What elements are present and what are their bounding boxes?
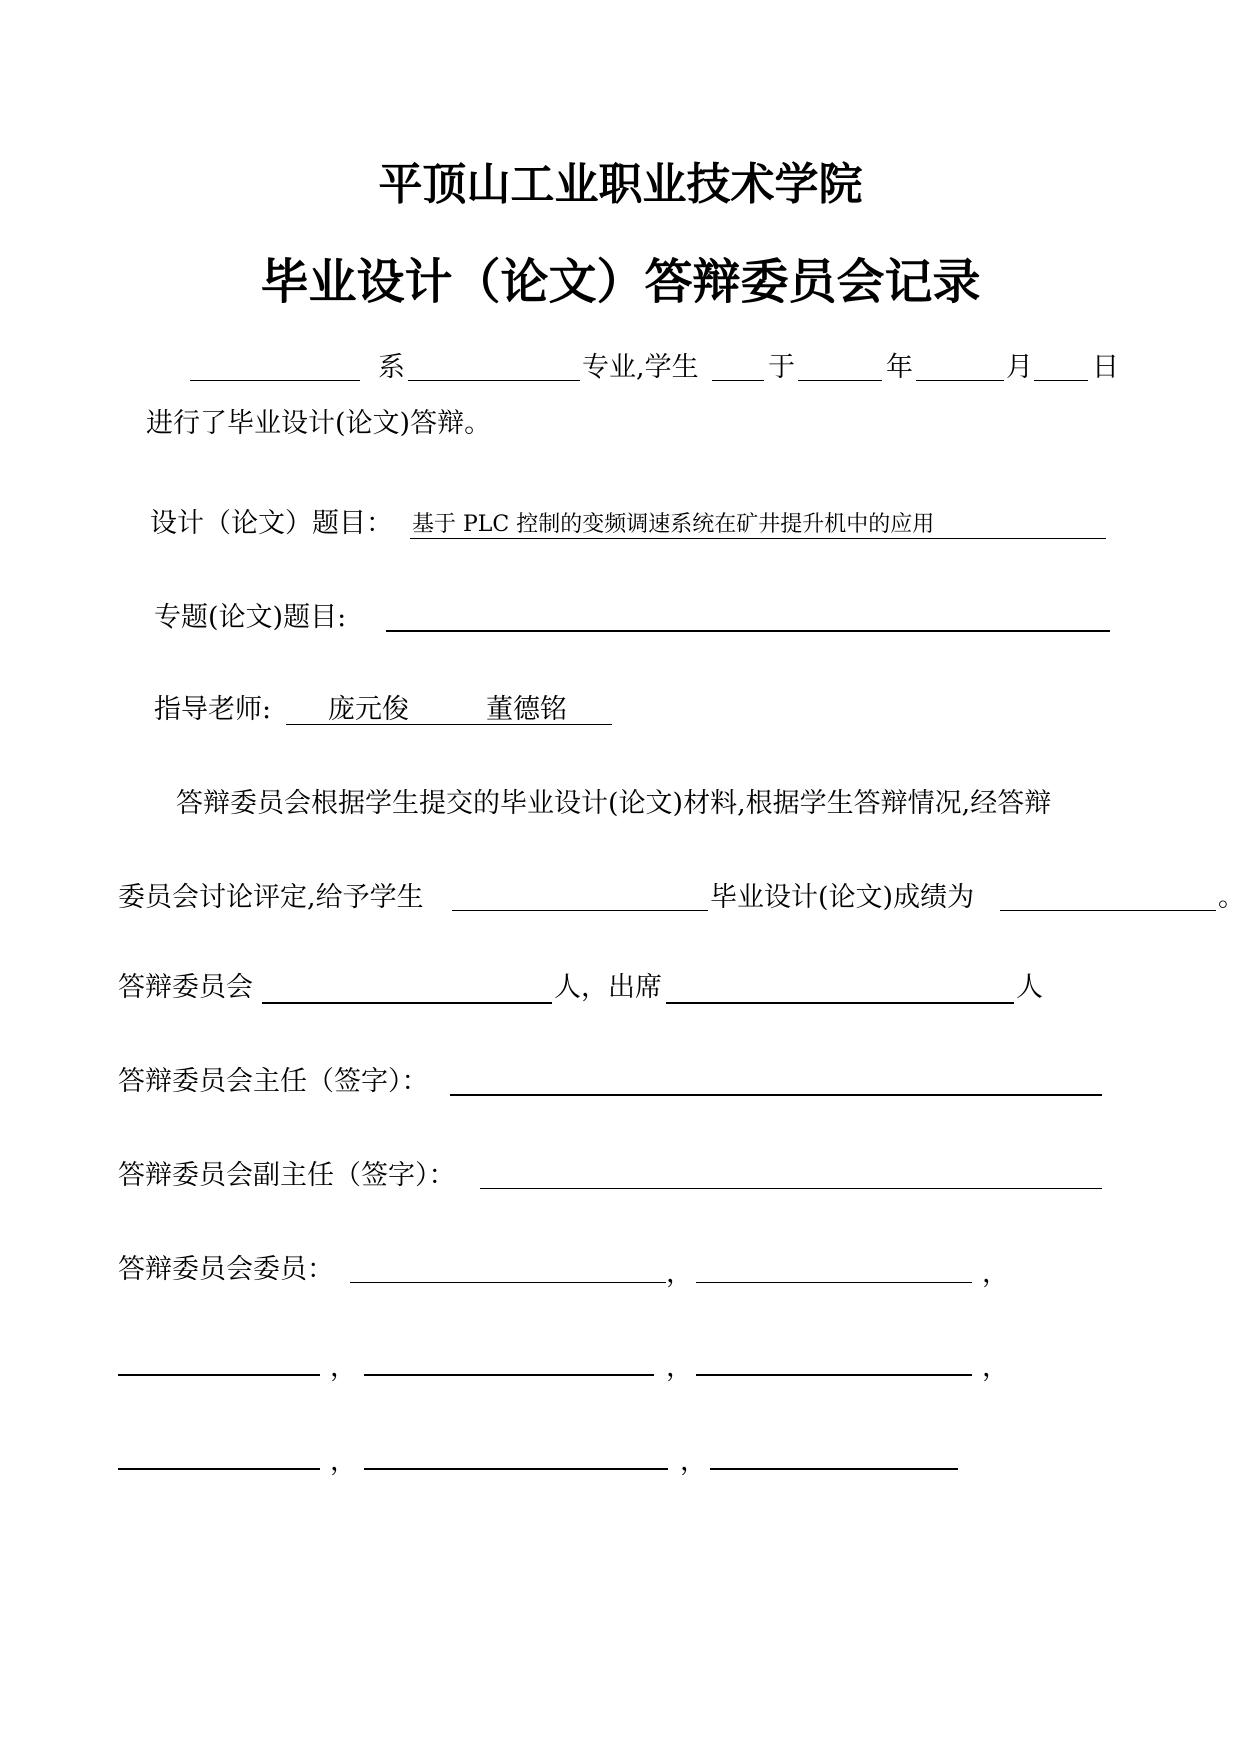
design-topic-underline xyxy=(410,538,1106,539)
student-blank[interactable] xyxy=(712,380,764,381)
year-blank[interactable] xyxy=(798,380,882,381)
member-blank[interactable] xyxy=(118,1374,320,1376)
student-name-blank[interactable] xyxy=(452,910,708,911)
major-student-label: 专业,学生 xyxy=(582,352,699,383)
year-label: 年 xyxy=(886,352,913,383)
member-separator: ， xyxy=(666,1352,693,1383)
member-blank[interactable] xyxy=(696,1374,972,1376)
special-topic-label: 专题(论文)题目: xyxy=(154,602,347,633)
document-title: 毕业设计（论文）答辩委员会记录 xyxy=(260,254,981,310)
member-blank[interactable] xyxy=(696,1282,972,1283)
chair-signature-blank[interactable] xyxy=(450,1094,1102,1096)
member-blank[interactable] xyxy=(364,1374,654,1376)
member-separator: ， xyxy=(330,1352,357,1383)
people-label: 人 xyxy=(1016,972,1043,1003)
member-blank[interactable] xyxy=(710,1468,958,1470)
on-label: 于 xyxy=(768,352,795,383)
member-separator: ， xyxy=(680,1446,707,1477)
committee-count-blank[interactable] xyxy=(262,1002,552,1004)
vice-chair-signature-blank[interactable] xyxy=(480,1188,1102,1189)
member-separator: ， xyxy=(330,1446,357,1477)
special-topic-blank[interactable] xyxy=(386,630,1110,632)
advisor-name-1: 庞元俊 xyxy=(328,694,409,725)
member-separator: ， xyxy=(982,1352,1009,1383)
design-topic-label: 设计（论文）题目： xyxy=(150,508,393,539)
committee-attend-label: 人，出席 xyxy=(554,972,662,1003)
committee-label: 答辩委员会 xyxy=(118,972,253,1003)
member-blank[interactable] xyxy=(118,1468,320,1470)
defense-statement: 进行了毕业设计(论文)答辩。 xyxy=(146,408,492,439)
attendance-count-blank[interactable] xyxy=(666,1002,1014,1004)
evaluation-paragraph-line2a: 委员会讨论评定,给予学生 xyxy=(118,882,424,913)
department-label: 系 xyxy=(378,352,405,383)
day-label: 日 xyxy=(1092,352,1119,383)
grade-blank[interactable] xyxy=(1000,910,1216,911)
members-label: 答辩委员会委员： xyxy=(118,1254,334,1285)
evaluation-paragraph-line1: 答辩委员会根据学生提交的毕业设计(论文)材料,根据学生答辩情况,经答辩 xyxy=(176,788,1052,819)
evaluation-paragraph-line2b: 毕业设计(论文)成绩为 xyxy=(710,882,975,913)
department-blank[interactable] xyxy=(190,380,360,381)
major-blank[interactable] xyxy=(408,380,580,381)
day-blank[interactable] xyxy=(1034,380,1088,381)
month-blank[interactable] xyxy=(916,380,1004,381)
advisor-label: 指导老师: xyxy=(154,694,272,725)
member-separator: ， xyxy=(666,1258,693,1289)
design-topic-value: 基于 PLC 控制的变频调速系统在矿井提升机中的应用 xyxy=(412,512,935,537)
member-separator: ， xyxy=(982,1258,1009,1289)
member-blank[interactable] xyxy=(350,1282,666,1283)
member-blank[interactable] xyxy=(364,1468,668,1470)
vice-chair-signature-label: 答辩委员会副主任（签字）： xyxy=(118,1160,456,1191)
advisor-name-2: 董德铭 xyxy=(486,694,567,725)
month-label: 月 xyxy=(1006,352,1033,383)
paragraph-end-period: 。 xyxy=(1218,882,1245,913)
school-title: 平顶山工业职业技术学院 xyxy=(378,159,863,210)
chair-signature-label: 答辩委员会主任（签字）： xyxy=(118,1066,429,1097)
